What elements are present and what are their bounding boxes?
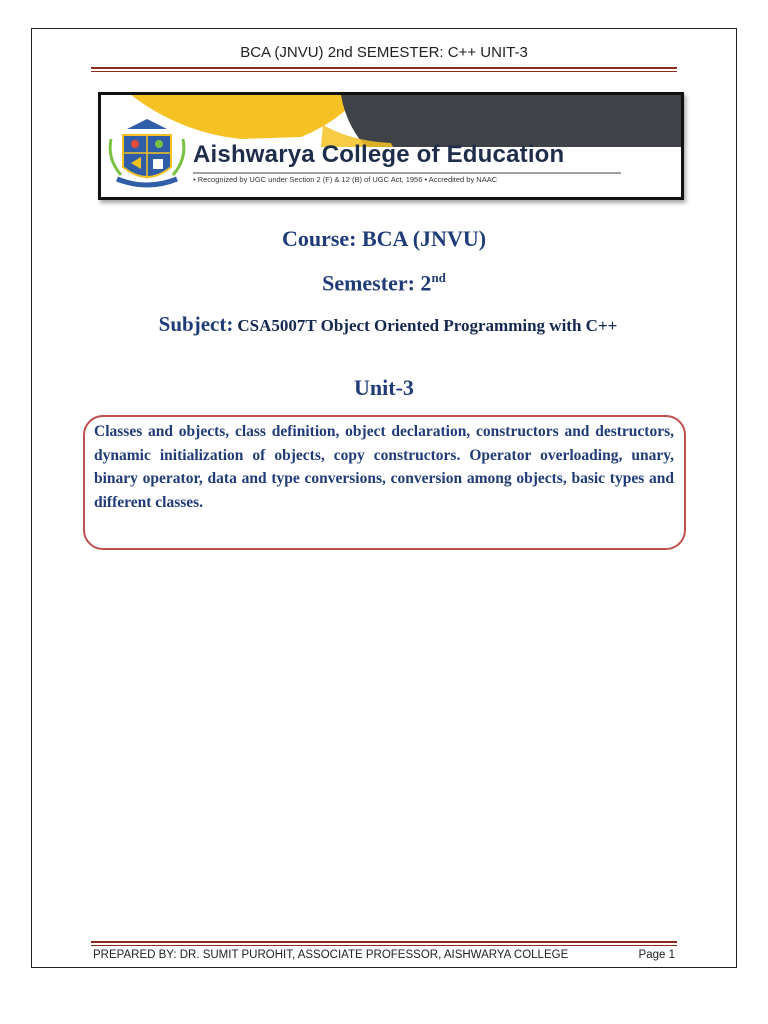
college-name: Aishwarya College of Education [193, 141, 565, 168]
syllabus-text: Classes and objects, class definition, object declaration, constructors and destructors, dynamic initialization of objects, copy constructors. Operator overloading, unary, binary operator, data and type conversions, conversion among objects, basic types and different classes. [94, 423, 674, 511]
banner-dark-band [341, 95, 681, 147]
college-banner [98, 92, 684, 200]
header-rule [91, 67, 677, 72]
semester-title [0, 270, 768, 296]
subject-title [108, 312, 668, 339]
semester-label: Semester: 2 [322, 270, 432, 296]
footer-rule [91, 941, 677, 946]
page-footer [93, 949, 675, 961]
college-crest-icon [110, 119, 184, 185]
unit-title: Unit-3 [354, 375, 414, 400]
footer-prepared-by: PREPARED BY: DR. SUMIT PUROHIT, ASSOCIATE PROFESSOR, AISHWARYA COLLEGE [93, 949, 569, 961]
page-header: BCA (JNVU) 2nd SEMESTER: C++ UNIT-3 [240, 44, 528, 61]
page-number: Page 1 [638, 949, 675, 961]
semester-suffix: nd [431, 270, 446, 285]
subject-value: CSA5007T Object Oriented Programming with C++ [237, 316, 618, 335]
course-title: Course: BCA (JNVU) [281, 226, 487, 251]
college-recognition: • Recognized by UGC under Section 2 (F) & 12 (B) of UGC Act, 1956 • Accredited by NAAC [193, 175, 498, 184]
subject-label: Subject: [158, 312, 234, 336]
